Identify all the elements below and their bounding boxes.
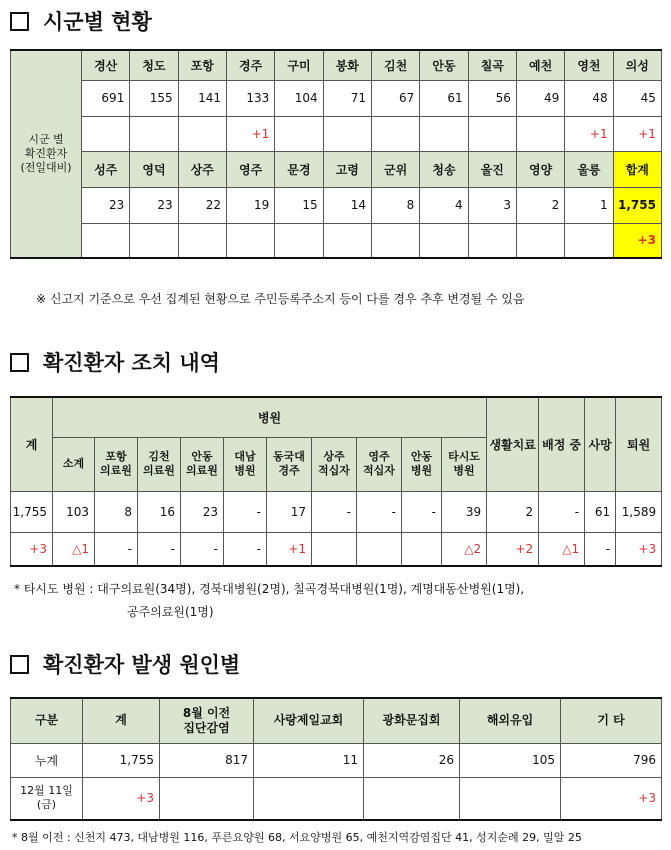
today-value	[160, 777, 254, 820]
treatment-delta	[357, 532, 402, 566]
cause-header: 광화문집회	[364, 698, 460, 743]
treatment-value: 17	[267, 491, 312, 532]
treatment-delta: -	[138, 532, 181, 566]
region-name: 구미	[275, 50, 323, 80]
section3-title: 확진환자 발생 원인별	[10, 649, 240, 679]
region-row	[11, 50, 662, 80]
hospital-subheader: 포항 의료원	[95, 437, 138, 491]
region-name: 예천	[516, 50, 564, 80]
treatment-delta: +3	[616, 532, 662, 566]
region-value: 56	[468, 80, 516, 116]
region-name: 안동	[420, 50, 468, 80]
region-name: 울진	[468, 151, 516, 187]
region-value: 22	[178, 187, 226, 223]
region-value: 133	[226, 80, 274, 116]
region-value: 141	[178, 80, 226, 116]
treatment-value: 103	[53, 491, 95, 532]
today-row	[11, 777, 662, 820]
region-name: 경주	[226, 50, 274, 80]
region-delta	[275, 116, 323, 151]
region-value: 49	[516, 80, 564, 116]
region-value: 23	[130, 187, 178, 223]
treatment-delta: -	[585, 532, 616, 566]
region-name: 영주	[226, 151, 274, 187]
region-name: 영덕	[130, 151, 178, 187]
region-value: 48	[565, 80, 613, 116]
cause-header: 기 타	[561, 698, 662, 743]
region-name: 칠곡	[468, 50, 516, 80]
region-delta	[323, 116, 371, 151]
delta-row	[11, 532, 662, 566]
region-delta: +3	[613, 223, 661, 258]
region-delta	[371, 223, 419, 258]
region-value: 19	[226, 187, 274, 223]
hospital-subheader: 대남 병원	[224, 437, 267, 491]
region-name: 고령	[323, 151, 371, 187]
region-name: 경산	[82, 50, 130, 80]
treatment-value: 61	[585, 491, 616, 532]
treatment-value: 8	[95, 491, 138, 532]
region-name: 울릉	[565, 151, 613, 187]
region-name: 의성	[613, 50, 661, 80]
treatment-delta	[402, 532, 442, 566]
region-value: 691	[82, 80, 130, 116]
cumulative-value: 817	[160, 743, 254, 777]
checkbox-icon	[10, 655, 29, 674]
section2-note-line1: * 타시도 병원 : 대구의료원(34명), 경북대병원(2명), 칠곡경북대병원(1명), 계명대동산병원(1명),	[14, 582, 525, 596]
region-value: 61	[420, 80, 468, 116]
treatment-delta: +1	[267, 532, 312, 566]
cause-header: 사랑제일교회	[254, 698, 364, 743]
treatment-delta	[312, 532, 357, 566]
region-delta: +1	[565, 116, 613, 151]
region-value: 104	[275, 80, 323, 116]
hospital-subheader: 안동 병원	[402, 437, 442, 491]
region-value: 2	[516, 187, 564, 223]
hospital-subheader: 동국대 경주	[267, 437, 312, 491]
region-delta	[226, 223, 274, 258]
treatment-delta: -	[95, 532, 138, 566]
region-name: 군위	[371, 151, 419, 187]
hospital-subheader: 상주 적십자	[312, 437, 357, 491]
treatment-value: 23	[181, 491, 224, 532]
side-label-line: (전일대비)	[20, 161, 72, 174]
cumulative-value: 105	[460, 743, 561, 777]
region-delta	[516, 116, 564, 151]
region-table	[10, 49, 662, 259]
total-header: 계	[11, 397, 53, 491]
region-value: 67	[371, 80, 419, 116]
treatment-value: -	[539, 491, 585, 532]
section2-title: 확진환자 조치 내역	[10, 347, 220, 377]
region-delta	[420, 223, 468, 258]
today-value	[364, 777, 460, 820]
region-name: 영양	[516, 151, 564, 187]
region-value: 14	[323, 187, 371, 223]
other-header: 퇴원	[616, 397, 662, 491]
region-name: 포항	[178, 50, 226, 80]
region-row	[11, 223, 662, 258]
treatment-table	[10, 396, 662, 567]
header-row	[11, 397, 662, 437]
cumulative-value: 26	[364, 743, 460, 777]
today-label	[11, 777, 83, 820]
treatment-value: 16	[138, 491, 181, 532]
side-label	[11, 50, 82, 258]
checkbox-icon	[10, 12, 29, 31]
region-value: 71	[323, 80, 371, 116]
cause-header: 해외유입	[460, 698, 561, 743]
region-delta	[371, 116, 419, 151]
today-value	[254, 777, 364, 820]
cause-table	[10, 697, 662, 821]
region-delta	[468, 116, 516, 151]
region-row	[11, 80, 662, 116]
region-value: 8	[371, 187, 419, 223]
region-value: 3	[468, 187, 516, 223]
region-delta	[516, 223, 564, 258]
treatment-value: 39	[442, 491, 487, 532]
region-value: 15	[275, 187, 323, 223]
region-name: 봉화	[323, 50, 371, 80]
region-delta	[82, 116, 130, 151]
region-value: 1,755	[613, 187, 661, 223]
region-delta	[178, 116, 226, 151]
region-delta	[82, 223, 130, 258]
region-delta	[275, 223, 323, 258]
region-delta	[130, 116, 178, 151]
cumulative-value: 1,755	[83, 743, 160, 777]
hospital-subheader: 영주 적십자	[357, 437, 402, 491]
region-delta	[468, 223, 516, 258]
today-value: +3	[83, 777, 160, 820]
treatment-delta: △2	[442, 532, 487, 566]
hospital-subheader: 소계	[53, 437, 95, 491]
region-name: 합계	[613, 151, 661, 187]
cumulative-row	[11, 743, 662, 777]
region-name: 김천	[371, 50, 419, 80]
section1-title: 시군별 현황	[10, 6, 152, 36]
hospital-subheader: 안동 의료원	[181, 437, 224, 491]
region-name: 상주	[178, 151, 226, 187]
other-header: 사망	[585, 397, 616, 491]
today-value	[460, 777, 561, 820]
other-header: 생활치료	[487, 397, 539, 491]
today-label-line: 12월 11일	[20, 784, 73, 798]
treatment-value: -	[224, 491, 267, 532]
region-row	[11, 187, 662, 223]
section2-note-line2: 공주의료원(1명)	[127, 605, 214, 619]
treatment-delta: +2	[487, 532, 539, 566]
today-value: +3	[561, 777, 662, 820]
value-row	[11, 491, 662, 532]
hospital-subheader: 김천 의료원	[138, 437, 181, 491]
treatment-delta: △1	[53, 532, 95, 566]
region-row	[11, 116, 662, 151]
cause-header: 계	[83, 698, 160, 743]
region-value: 1	[565, 187, 613, 223]
region-name: 영천	[565, 50, 613, 80]
region-name: 문경	[275, 151, 323, 187]
cumulative-value: 누계	[11, 743, 83, 777]
region-name: 청송	[420, 151, 468, 187]
other-header: 배정 중	[539, 397, 585, 491]
region-delta	[323, 223, 371, 258]
treatment-value: 2	[487, 491, 539, 532]
treatment-value: 1,755	[11, 491, 53, 532]
cause-header: 구분	[11, 698, 83, 743]
cumulative-value: 796	[561, 743, 662, 777]
treatment-value: -	[312, 491, 357, 532]
region-delta	[420, 116, 468, 151]
today-label-line: (금)	[36, 798, 57, 812]
header-row	[11, 698, 662, 743]
region-name: 청도	[130, 50, 178, 80]
region-delta	[565, 223, 613, 258]
treatment-delta: -	[224, 532, 267, 566]
hospital-subheader: 타시도 병원	[442, 437, 487, 491]
region-value: 23	[82, 187, 130, 223]
region-value: 4	[420, 187, 468, 223]
treatment-delta: △1	[539, 532, 585, 566]
region-delta: +1	[226, 116, 274, 151]
region-value: 45	[613, 80, 661, 116]
section1-note: ※ 신고지 기준으로 우선 집계된 현황으로 주민등록주소지 등이 다를 경우 추후 변경될 수 있음	[36, 292, 525, 306]
section3-note: * 8월 이전 : 신천지 473, 대남병원 116, 푸른요양원 68, 서요양병원 65, 예천지역감염집단 41, 성지순례 29, 밀알 25	[12, 831, 582, 844]
treatment-value: -	[402, 491, 442, 532]
side-label-line: 시군 별	[28, 133, 64, 146]
treatment-value: -	[357, 491, 402, 532]
treatment-delta: +3	[11, 532, 53, 566]
region-delta	[178, 223, 226, 258]
region-delta: +1	[613, 116, 661, 151]
region-name: 성주	[82, 151, 130, 187]
treatment-value: 1,589	[616, 491, 662, 532]
treatment-delta: -	[181, 532, 224, 566]
region-row	[11, 151, 662, 187]
region-value: 155	[130, 80, 178, 116]
cause-header: 8월 이전 집단감염	[160, 698, 254, 743]
cumulative-value: 11	[254, 743, 364, 777]
hospital-header: 병원	[53, 397, 487, 437]
side-label-line: 확진환자	[24, 147, 68, 160]
checkbox-icon	[10, 353, 29, 372]
region-delta	[130, 223, 178, 258]
